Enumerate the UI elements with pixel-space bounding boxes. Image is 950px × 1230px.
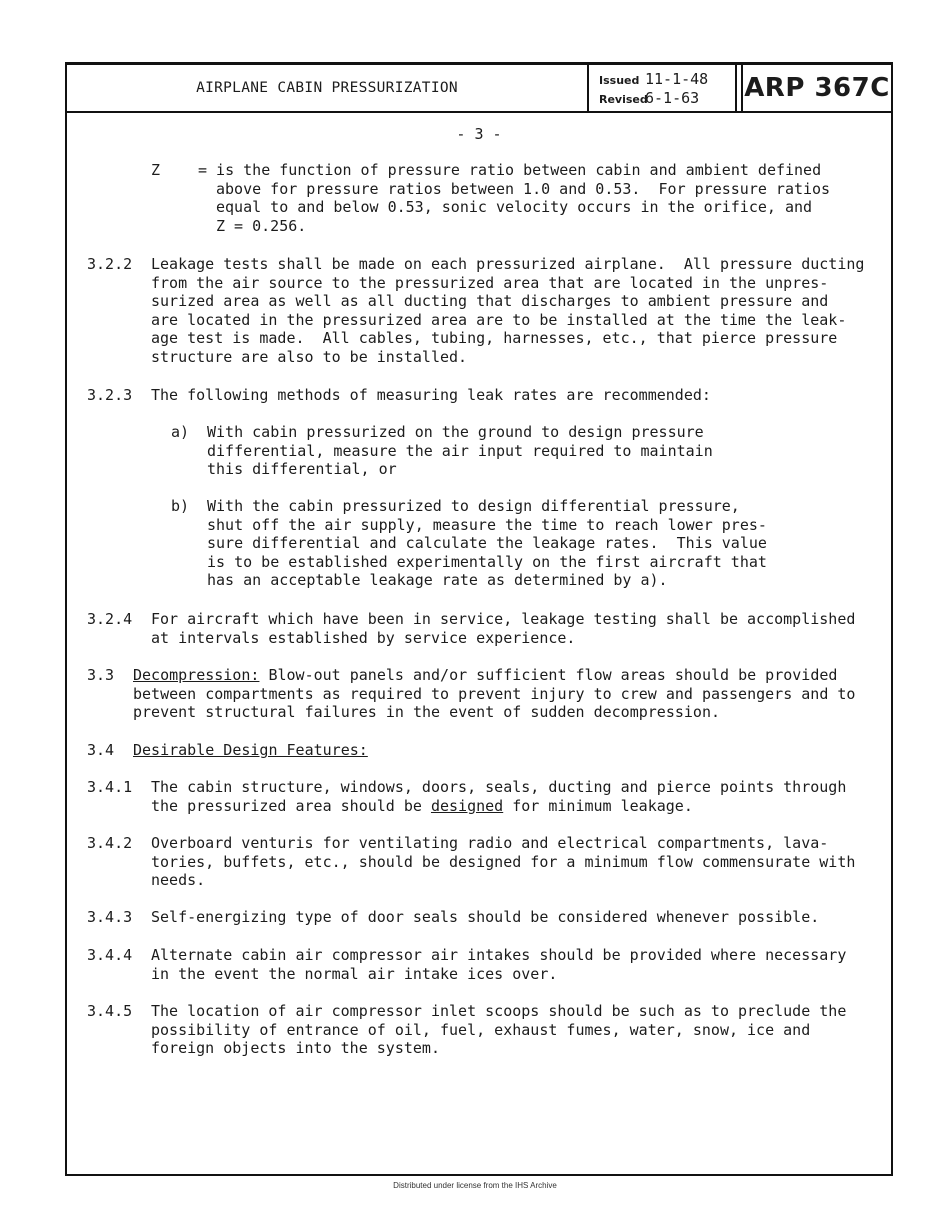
date-block [587,65,737,111]
section-3-4-5-line: foreign objects into the system. [151,1039,440,1057]
page-frame [65,62,893,1176]
issued-date: 11-1-48 [645,70,709,88]
section-3-4-1-line [151,797,693,816]
section-3-4-5-line: The location of air compressor inlet scoops should be such as to preclude the [151,1002,847,1020]
section-3-3-line [133,666,837,685]
section-number: 3.2.3 [87,386,133,404]
revised-date: 6-1-63 [645,89,700,107]
section-3-4-1-post: for minimum leakage. [503,796,693,815]
license-footer: Distributed under license from the IHS Archive [393,1181,557,1190]
section-3-4-3-line: Self-energizing type of door seals should be considered whenever possible. [151,908,820,926]
item-b-line: has an acceptable leakage rate as determined by a). [207,571,668,589]
section-number: 3.4.1 [87,778,133,796]
section-number: 3.2.4 [87,610,133,628]
item-b-line: With the cabin pressurized to design differential pressure, [207,497,740,515]
section-number: 3.4.5 [87,1002,133,1020]
section-3-3-line1-rest: Blow-out panels and/or sufficient flow areas should be provided [259,666,838,684]
section-3-2-3-text: The following methods of measuring leak rates are recommended: [151,386,711,404]
section-3-4-2-line: Overboard venturis for ventilating radio and electrical compartments, lava- [151,834,829,852]
section-3-3-line: between compartments as required to prevent injury to crew and passengers and to [133,684,856,703]
z-def-line: above for pressure ratios between 1.0 and 0.53. For pressure ratios [216,179,831,198]
document-code: ARP 367C [744,73,890,103]
revised-label: Revised [599,93,648,106]
item-b-label: b) [171,497,190,515]
item-b-line: is to be established experimentally on the first aircraft that [207,552,767,571]
section-3-3-line: prevent structural failures in the event of sudden decompression. [133,703,720,721]
z-def-line: = is the function of pressure ratio between cabin and ambient defined [198,161,822,179]
section-3-4-5-line: possibility of entrance of oil, fuel, exhaust fumes, water, snow, ice and [151,1020,811,1039]
decompression-heading: Decompression: [133,666,260,684]
designed-underlined: designed [430,796,504,815]
issued-row [599,70,735,89]
section-number: 3.4.2 [87,834,133,852]
section-number: 3.2.2 [87,255,133,273]
section-3-4-2-line: needs. [151,871,206,889]
item-a-line: this differential, or [207,460,397,478]
section-number: 3.4.4 [87,946,133,964]
section-3-2-2-line: structure are also to be installed. [151,347,468,366]
item-b-line: shut off the air supply, measure the time to reach lower pres- [207,515,767,534]
section-number: 3.4 [87,741,115,759]
section-3-4-1-line: The cabin structure, windows, doors, seals, ducting and pierce points through [151,778,847,796]
design-features-heading: Desirable Design Features: [133,741,368,759]
section-3-2-4-line: For aircraft which have been in service, leakage testing shall be accomplished [151,610,856,628]
z-def-line: Z = 0.256. [216,216,307,235]
item-a-label: a) [171,423,190,441]
section-number: 3.4.3 [87,908,133,926]
document-title: AIRPLANE CABIN PRESSURIZATION [196,80,458,96]
page-number: - 3 - [456,125,502,143]
issued-label: Issued [599,74,640,87]
section-3-4-4-line: Alternate cabin air compressor air intakes should be provided where necessary [151,946,847,964]
item-b-line: sure differential and calculate the leakage rates. This value [207,534,767,552]
section-3-2-2-line: age test is made. All cables, tubing, harnesses, etc., that pierce pressure [151,329,838,347]
section-3-2-2-line: Leakage tests shall be made on each pressurized airplane. All pressure ducting [151,255,865,273]
z-symbol: Z [151,161,161,179]
revised-row [599,89,735,108]
section-number: 3.3 [87,666,115,684]
section-3-4-2-line: tories, buffets, etc., should be designed for a minimum flow commensurate with [151,852,856,871]
z-def-line: equal to and below 0.53, sonic velocity occurs in the orifice, and [216,198,813,216]
section-3-2-2-line: from the air source to the pressurized area that are located in the unpres- [151,273,829,292]
section-3-4-4-line: in the event the normal air intake ices over. [151,964,558,983]
document-header [67,65,891,113]
item-a-line: With cabin pressurized on the ground to design pressure [207,423,704,441]
section-3-2-4-line: at intervals established by service experience. [151,628,576,647]
section-3-2-2-line: surized area as well as all ducting that discharges to ambient pressure and [151,292,829,310]
section-3-2-2-line: are located in the pressurized area are to be installed at the time the leak- [151,310,847,329]
item-a-line: differential, measure the air input required to maintain [207,441,713,460]
section-3-4-1-pre: the pressurized area should be [151,796,431,815]
